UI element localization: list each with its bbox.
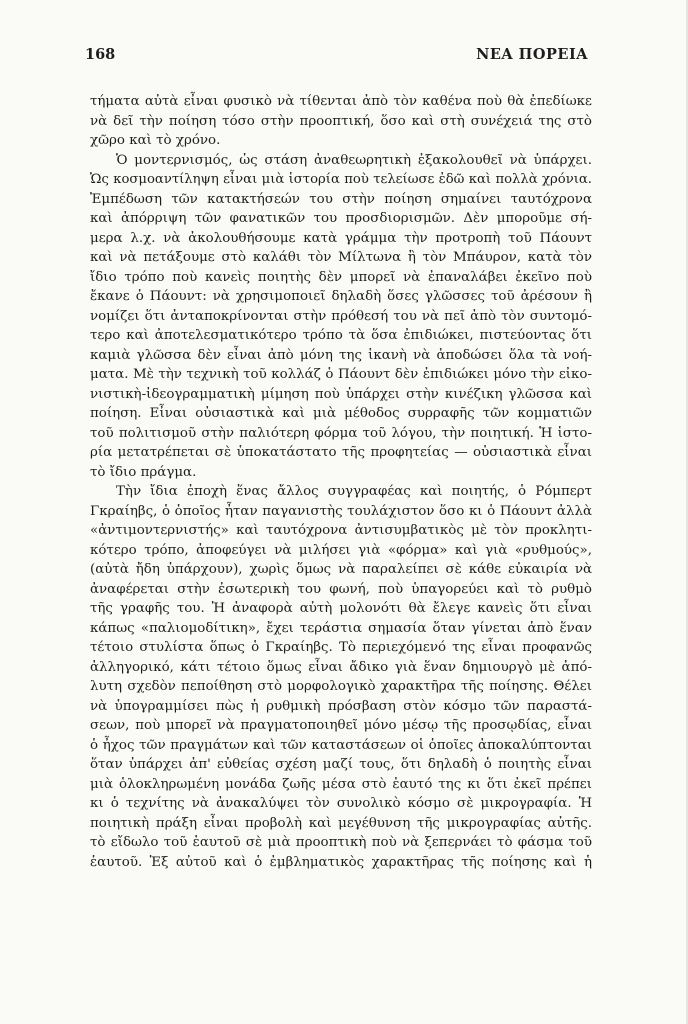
text-line: σεων, ποὺ μπορεῖ νὰ πραγματοποιηθεῖ μόνο μέσῳ τῆς προσῳδίας, εἶναι bbox=[90, 718, 592, 733]
text-line: λυτη σχεδὸν πεποίθηση στὸ μορφολογικὸ χαρακτῆρα τῆς ποίησης. Θέλει bbox=[90, 679, 592, 694]
text-line: (αὐτὰ ἤδη ὑπάρχουν), χωρὶς ὅμως νὰ παραλείπει σὲ κάθε εὐκαιρία νὰ bbox=[90, 562, 592, 577]
text-line: Ὡς κοσμοαντίληψη εἶναι μιὰ ἱστορία ποὺ τελείωσε ἐδῶ καὶ πολλὰ χρόνια. bbox=[90, 172, 592, 187]
text-line: ἔκανε ὁ Πάουντ: νὰ χρησιμοποιεῖ δηλαδὴ ὅσες γλῶσσες τοῦ ἀρέσουν ἢ bbox=[90, 289, 592, 304]
text-line: τέτοιο στυλίστα ὅπως ὁ Γκραίηβς. Τὸ περιεχόμενό της εἶναι προφανῶς bbox=[90, 640, 592, 655]
page-number: 168 bbox=[85, 46, 116, 63]
text-line: τερο καὶ ἀποτελεσματικότερο τρόπο τὰ ὅσα ἐπιδιώκει, πιστεύοντας ὅτι bbox=[90, 328, 592, 343]
text-line: ὁ ἦχος τῶν πραγμάτων καὶ τῶν καταστάσεων οἱ ὁποῖες ἀποκαλύπτονται bbox=[90, 737, 592, 753]
text-line: ἀλληγορικό, κάτι τέτοιο ὅμως εἶναι ἄδικο γιὰ ἕναν δημιουργὸ μὲ ἀπό- bbox=[90, 659, 592, 675]
text-line: κάπως «παλιομοδίτικη», ἔχει τεράστια σημασία ὅταν γίνεται ἀπὸ ἕναν bbox=[90, 620, 592, 636]
text-line: νὰ δεῖ τὴν ποίηση τόσο στὴν προοπτική, ὅσο καὶ στὴ συνέχειά της στὸ bbox=[90, 113, 592, 129]
text-line: Γκραίηβς, ὁ ὁποῖος ἦταν παγανιστὴς τουλάχιστον ὅσο κι ὁ Πάουντ ἀλλὰ bbox=[90, 503, 592, 519]
text-line: Τὴν ἴδια ἐποχὴ ἕνας ἄλλος συγγραφέας καὶ ποιητής, ὁ Ρόμπερτ bbox=[116, 484, 592, 499]
text-line: νιστικὴ-ἰδεογραμματικὴ μίμηση ποὺ ὑπάρχει στὴν κινέζικη γλῶσσα καὶ bbox=[90, 386, 592, 402]
text-line: ποιητικὴ πράξη εἶναι προβολὴ καὶ μεγέθυνση τῆς μικρογραφίας αὐτῆς. bbox=[90, 815, 592, 831]
text-line: ἑαυτοῦ. Ἐξ αὐτοῦ καὶ ὁ ἐμβληματικὸς χαρακτῆρας τῆς ποίησης καὶ ἡ bbox=[90, 854, 592, 870]
text-line: κι ὁ τεχνίτης νὰ ἀνακαλύψει τὸν συνολικὸ κόσμο σὲ μικρογραφία. Ἡ bbox=[90, 796, 592, 811]
text-line: νὰ ὑπογραμμίσει πὼς ἡ ρυθμικὴ πρόσβαση στὸν κόσμο τῶν παραστά- bbox=[90, 698, 592, 714]
text-line: «ἀντιμοντερνιστής» καὶ ταυτόχρονα ἀντισυμβατικὸς μὲ τὸν προκλητι- bbox=[90, 523, 592, 538]
text-line: Ὁ μοντερνισμός, ὡς στάση ἀναθεωρητικὴ ἐξακολουθεῖ νὰ ὑπάρχει. bbox=[116, 152, 592, 168]
text-line: ποίηση. Εἶναι οὐσιαστικὰ καὶ μιὰ μέθοδος συρραφῆς τῶν κομματιῶν bbox=[90, 406, 592, 421]
text-line: Ἐμπέδωση τῶν κατακτήσεών του στὴν ποίηση σημαίνει ταυτόχρονα bbox=[90, 191, 592, 207]
text-line: κότερο τρόπο, ἀποφεύγει νὰ μιλήσει γιὰ «φόρμα» καὶ γιὰ «ρυθμούς», bbox=[90, 542, 592, 558]
running-title: ΝΕΑ ΠΟΡΕΙΑ bbox=[476, 46, 588, 63]
text-line: ἀναφέρεται στὴν ἐσωτερικὴ του φωνή, ποὺ ὑπαγορεύει καὶ τὸ ρυθμὸ bbox=[90, 581, 592, 597]
running-header bbox=[85, 46, 588, 63]
text-line: μιὰ ὁλοκληρωμένη μονάδα ζωῆς μέσα στὸ ἑαυτό της κι ὅτι ἐκεῖ πρέπει bbox=[90, 776, 592, 792]
text-line: τοῦ πολιτισμοῦ στὴν παλιότερη φόρμα τοῦ λόγου, τὴν ποιητική. Ἡ ἱστο- bbox=[90, 425, 592, 441]
text-line: μερα λ.χ. νὰ ἀκολουθήσουμε κατὰ γράμμα τὴν προτροπὴ τοῦ Πάουντ bbox=[90, 230, 592, 246]
text-line: ματα. Μὲ τὴν τεχνικὴ τοῦ κολλάζ ὁ Πάουντ δὲν ἐπιδιώκει μόνο τὴν εἰκο- bbox=[90, 367, 592, 382]
text-line: καμιὰ γλῶσσα δὲν εἶναι ἀπὸ μόνη της ἱκανὴ νὰ ἀποδώσει ὅλα τὰ νοή- bbox=[90, 347, 592, 363]
text-line: τὸ εἴδωλο τοῦ ἑαυτοῦ σὲ μιὰ προοπτικὴ ποὺ νὰ ξεπερνάει τὸ φάσμα τοῦ bbox=[90, 835, 592, 850]
text-line: τήματα αὐτὰ εἶναι φυσικὸ νὰ τίθενται ἀπὸ τὸν καθένα ποὺ θὰ ἐπεδίωκε bbox=[90, 94, 592, 109]
text-line: καὶ νὰ πετάξουμε στὸ καλάθι τὸν Μίλτωνα ἢ τὸν Μπάυρον, κατὰ τὸν bbox=[90, 250, 592, 265]
text-line: καὶ ἀπόρριψη τῶν φανατικῶν του προσδιορισμῶν. Δὲν μποροῦμε σή- bbox=[90, 211, 592, 226]
text-line: ρία μετατρέπεται σὲ ὑποκατάστατο τῆς προφητείας — οὐσιαστικὰ εἶναι bbox=[90, 445, 592, 460]
text-line: χῶρο καὶ τὸ χρόνο. bbox=[90, 133, 221, 148]
text-line: νομίζει ὅτι ἀνταποκρίνονται στὴν πρόθεσή του νὰ πεῖ ἀπὸ τὸν συντομό- bbox=[90, 308, 592, 324]
text-line: ὅταν ὑπάρχει ἀπ' εὐθείας σχέση μαζί τους, ὅτι δηλαδὴ ὁ ποιητὴς εἶναι bbox=[90, 757, 592, 772]
text-line: τὸ ἴδιο πράγμα. bbox=[90, 464, 197, 480]
text-line: τῆς γραφῆς του. Ἡ ἀναφορὰ αὐτὴ μολονότι θὰ ἔλεγε κανεὶς ὅτι εἶναι bbox=[90, 601, 592, 616]
text-line: ἴδιο τρόπο ποὺ κανεὶς ποιητὴς δὲν μπορεῖ νὰ ἐπαναλάβει ἐκεῖνο ποὺ bbox=[90, 269, 592, 285]
body-text bbox=[90, 92, 592, 872]
